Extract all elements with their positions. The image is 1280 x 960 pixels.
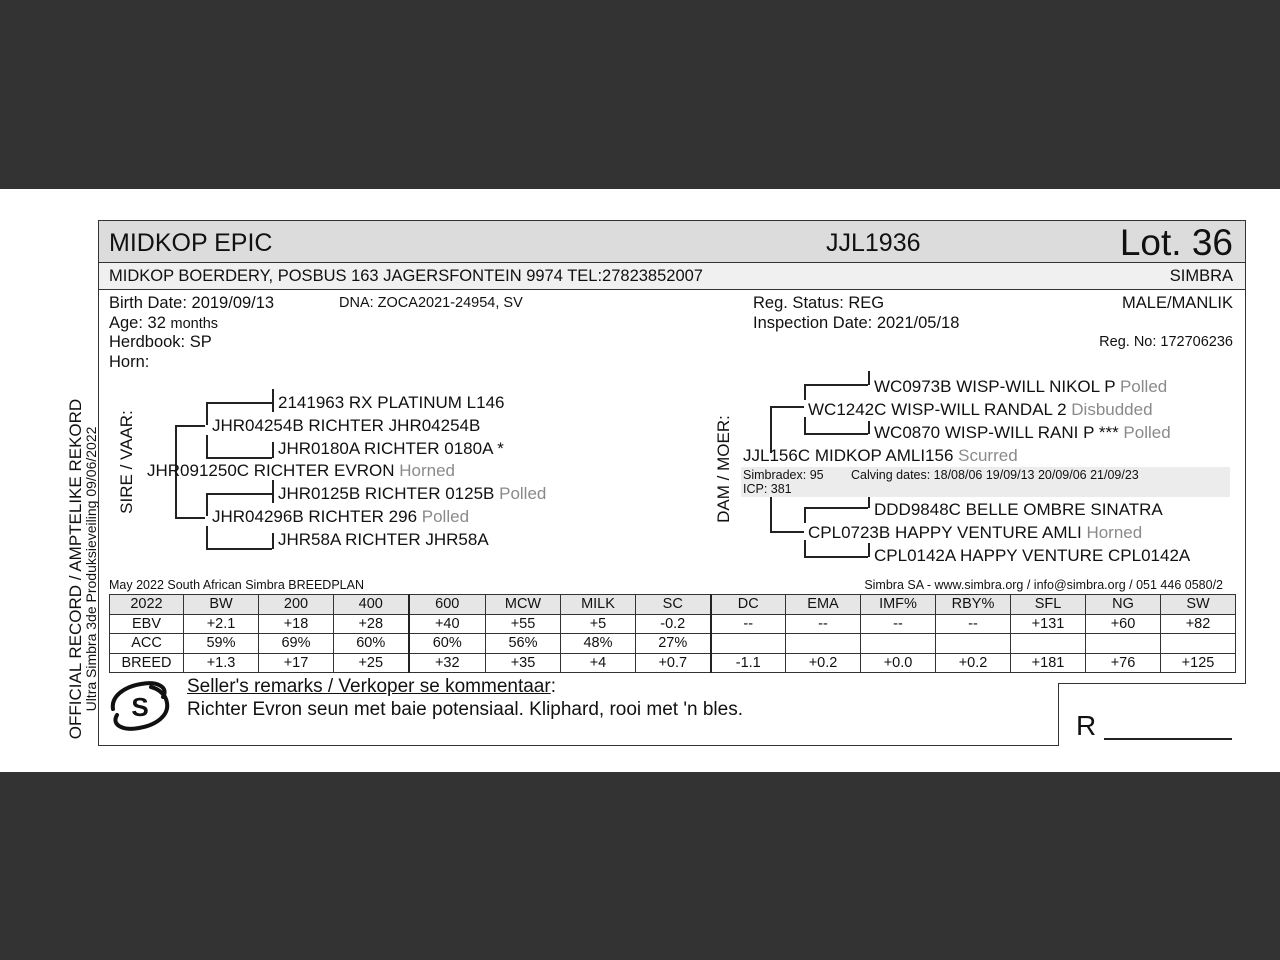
ebv-cell: +0.2 bbox=[936, 653, 1011, 673]
ebv-cell: -- bbox=[786, 614, 861, 634]
breeder-address: MIDKOP BOERDERY, POSBUS 163 JAGERSFONTEIN 9974 TEL:27823852007 bbox=[109, 267, 703, 285]
breedplan-source: May 2022 South African Simbra BREEDPLAN bbox=[109, 578, 364, 592]
ebv-row-breed bbox=[110, 653, 1236, 673]
ebv-cell: 69% bbox=[259, 634, 334, 654]
horn: Horn: bbox=[109, 353, 150, 371]
dam-top-grandparent-2 bbox=[874, 423, 1171, 443]
age bbox=[109, 314, 218, 333]
ebv-cell: 48% bbox=[561, 634, 636, 654]
ebv-cell: +0.7 bbox=[636, 653, 711, 673]
ebv-header-cell: SFL bbox=[1011, 595, 1086, 615]
owner-bar bbox=[99, 263, 1245, 290]
ebv-cell: +131 bbox=[1011, 614, 1086, 634]
ebv-header-cell: 2022 bbox=[110, 595, 184, 615]
sire-top-parent: JHR04254B RICHTER JHR04254B bbox=[212, 416, 481, 435]
dam-top-parent bbox=[808, 400, 1153, 420]
dam-top-gp1-status: Polled bbox=[1119, 377, 1168, 396]
sire-bottom-gp1-status: Polled bbox=[499, 484, 547, 503]
ebv-row-acc bbox=[110, 634, 1236, 654]
lot-number: Lot. 36 bbox=[1119, 222, 1233, 263]
ebv-cell: EBV bbox=[110, 614, 184, 634]
ebv-cell: +0.0 bbox=[861, 653, 936, 673]
ebv-header-cell: 400 bbox=[334, 595, 409, 615]
ebv-header-cell: BW bbox=[184, 595, 259, 615]
ebv-cell bbox=[786, 634, 861, 654]
sire-name-text: JHR091250C RICHTER EVRON bbox=[147, 461, 395, 480]
dam-top-grandparent-1 bbox=[874, 377, 1167, 397]
dna: DNA: ZOCA2021-24954, SV bbox=[339, 295, 523, 311]
reg-status: Reg. Status: REG bbox=[753, 294, 885, 312]
ebv-cell: +40 bbox=[409, 614, 486, 634]
animal-name: MIDKOP EPIC bbox=[109, 229, 273, 257]
age-unit: months bbox=[170, 316, 219, 332]
ebv-cell: +82 bbox=[1161, 614, 1236, 634]
dam-top-gp2-text: WC0870 WISP-WILL RANI P *** bbox=[874, 423, 1119, 442]
ebv-cell: 59% bbox=[184, 634, 259, 654]
ebv-cell: +76 bbox=[1086, 653, 1161, 673]
ebv-header-cell: NG bbox=[1086, 595, 1161, 615]
sire-bottom-parent bbox=[212, 507, 469, 527]
official-record-label: OFFICIAL RECORD / AMPTELIKE REKORD bbox=[66, 398, 85, 740]
ebv-header-cell: DC bbox=[711, 595, 786, 615]
remarks-text: Richter Evron seun met baie potensiaal. Kliphard, rooi met 'n bles. bbox=[187, 699, 743, 720]
ebv-header-cell: SW bbox=[1161, 595, 1236, 615]
ebv-cell: +60 bbox=[1086, 614, 1161, 634]
catalogue-sheet bbox=[0, 189, 1280, 772]
ebv-cell: 60% bbox=[334, 634, 409, 654]
dam-label: DAM / MOER: bbox=[714, 415, 733, 523]
ebv-header-cell: EMA bbox=[786, 595, 861, 615]
sire-top-grandparent-2: JHR0180A RICHTER 0180A * bbox=[278, 439, 504, 458]
ebv-header-cell: IMF% bbox=[861, 595, 936, 615]
sire-bottom-grandparent-1 bbox=[278, 484, 546, 504]
ebv-cell: +125 bbox=[1161, 653, 1236, 673]
sex: MALE/MANLIK bbox=[1122, 294, 1233, 312]
ebv-cell bbox=[936, 634, 1011, 654]
ebv-cell: +18 bbox=[259, 614, 334, 634]
ebv-table bbox=[109, 594, 1236, 673]
ebv-cell: +25 bbox=[334, 653, 409, 673]
dam-name bbox=[743, 446, 1018, 466]
sire-label: SIRE / VAAR: bbox=[117, 410, 136, 514]
ebv-cell bbox=[1011, 634, 1086, 654]
ebv-cell: +2.1 bbox=[184, 614, 259, 634]
breed-name: SIMBRA bbox=[1169, 267, 1233, 285]
ebv-cell: +5 bbox=[561, 614, 636, 634]
lot-card bbox=[98, 220, 1246, 746]
ebv-cell: +35 bbox=[486, 653, 561, 673]
ebv-header-cell: 600 bbox=[409, 595, 486, 615]
result-label: R bbox=[1076, 710, 1097, 741]
card-bottom-border bbox=[98, 745, 1059, 746]
icp: ICP: 381 bbox=[743, 482, 792, 496]
ebv-cell bbox=[1086, 634, 1161, 654]
ebv-header-cell: 200 bbox=[259, 595, 334, 615]
dam-bottom-grandparent-1: DDD9848C BELLE OMBRE SINATRA bbox=[874, 500, 1163, 519]
logo-letter: S bbox=[131, 692, 149, 722]
remarks-title-text: Seller's remarks / Verkoper se kommentaar bbox=[187, 676, 551, 697]
age-value: Age: 32 bbox=[109, 314, 166, 332]
dam-name-text: JJL156C MIDKOP AMLI156 bbox=[743, 446, 954, 465]
ebv-cell bbox=[711, 634, 786, 654]
sire-name bbox=[147, 461, 455, 481]
ebv-cell bbox=[861, 634, 936, 654]
dam-top-gp1-text: WC0973B WISP-WILL NIKOL P bbox=[874, 377, 1116, 396]
ebv-cell: +28 bbox=[334, 614, 409, 634]
title-bar bbox=[99, 221, 1245, 263]
sale-label: Ultra Simbra 3de Produksieveiling 09/06/2022 bbox=[83, 426, 99, 712]
dam-bottom-grandparent-2: CPL0142A HAPPY VENTURE CPL0142A bbox=[874, 546, 1191, 565]
ebv-row-ebv bbox=[110, 614, 1236, 634]
calving-dates: Calving dates: 18/08/06 19/09/13 20/09/06 21/09/23 bbox=[851, 468, 1139, 482]
ebv-header-cell: MILK bbox=[561, 595, 636, 615]
sire-bottom-parent-text: JHR04296B RICHTER 296 bbox=[212, 507, 418, 526]
simbradex: Simbradex: 95 bbox=[743, 468, 824, 482]
dam-top-parent-status: Disbudded bbox=[1071, 400, 1153, 419]
herdbook: Herdbook: SP bbox=[109, 333, 212, 351]
reg-number: Reg. No: 172706236 bbox=[1099, 334, 1233, 350]
ebv-cell: +4 bbox=[561, 653, 636, 673]
result-entry-line[interactable] bbox=[1104, 738, 1232, 740]
ebv-cell: 27% bbox=[636, 634, 711, 654]
ebv-cell: -1.1 bbox=[711, 653, 786, 673]
animal-id: JJL1936 bbox=[826, 229, 921, 257]
dam-bottom-parent-status: Horned bbox=[1086, 523, 1143, 542]
ebv-cell: ACC bbox=[110, 634, 184, 654]
dam-bottom-parent-text: CPL0723B HAPPY VENTURE AMLI bbox=[808, 523, 1082, 542]
dam-top-gp2-status: Polled bbox=[1123, 423, 1171, 442]
ebv-cell: +55 bbox=[486, 614, 561, 634]
sire-bottom-gp1-text: JHR0125B RICHTER 0125B bbox=[278, 484, 495, 503]
ebv-cell: +181 bbox=[1011, 653, 1086, 673]
dam-top-parent-text: WC1242C WISP-WILL RANDAL 2 bbox=[808, 400, 1067, 419]
ebv-cell: 56% bbox=[486, 634, 561, 654]
dam-performance-box bbox=[741, 467, 1230, 497]
ebv-cell: +17 bbox=[259, 653, 334, 673]
ebv-header-cell: SC bbox=[636, 595, 711, 615]
remarks-colon: : bbox=[550, 676, 556, 697]
inspection-date: Inspection Date: 2021/05/18 bbox=[753, 314, 960, 332]
sire-bottom-parent-status: Polled bbox=[421, 507, 470, 526]
ebv-cell: +32 bbox=[409, 653, 486, 673]
ebv-cell: 60% bbox=[409, 634, 486, 654]
ebv-cell: -- bbox=[711, 614, 786, 634]
breedplan-contact: Simbra SA - www.simbra.org / info@simbra.org / 051 446 0580/2 bbox=[864, 578, 1223, 592]
ebv-header-row bbox=[110, 595, 1236, 615]
sire-horn-status: Horned bbox=[399, 461, 456, 480]
ebv-cell bbox=[1161, 634, 1236, 654]
ebv-cell: +0.2 bbox=[786, 653, 861, 673]
simbra-logo bbox=[109, 681, 171, 731]
sire-bottom-grandparent-2: JHR58A RICHTER JHR58A bbox=[278, 530, 489, 549]
dam-horn-status: Scurred bbox=[958, 446, 1018, 465]
ebv-cell: -- bbox=[861, 614, 936, 634]
sire-top-grandparent-1: 2141963 RX PLATINUM L146 bbox=[278, 393, 505, 412]
remarks-title bbox=[187, 676, 556, 698]
ebv-cell: +1.3 bbox=[184, 653, 259, 673]
ebv-header-cell: MCW bbox=[486, 595, 561, 615]
ebv-header-cell: RBY% bbox=[936, 595, 1011, 615]
ebv-cell: -0.2 bbox=[636, 614, 711, 634]
birth-date: Birth Date: 2019/09/13 bbox=[109, 294, 275, 312]
ebv-cell: BREED bbox=[110, 653, 184, 673]
dam-bottom-parent bbox=[808, 523, 1142, 543]
ebv-cell: -- bbox=[936, 614, 1011, 634]
